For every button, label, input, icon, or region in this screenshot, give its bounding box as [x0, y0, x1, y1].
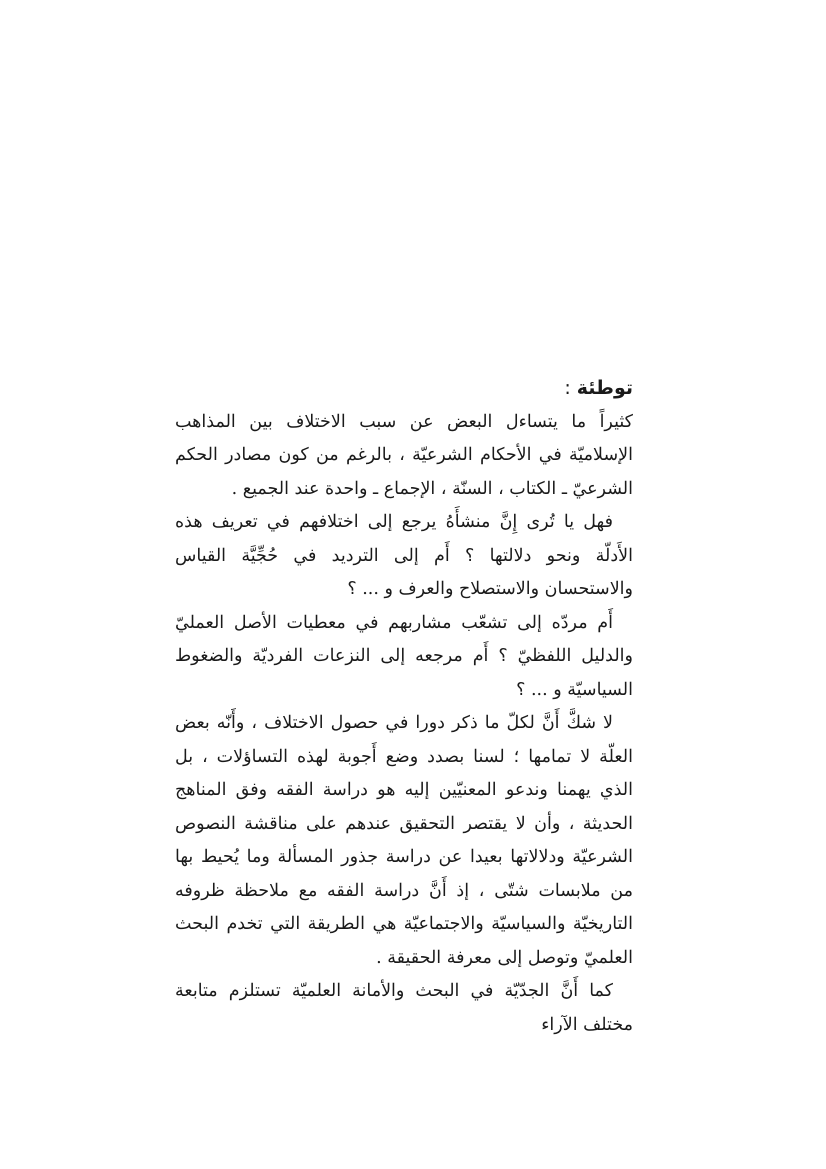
paragraph-1: كثيراً ما يتساءل البعض عن سبب الاختلاف بين المذاهب الإسلاميّة في الأحكام الشرعيّة ، بالرغم من كون مصادر الحكم الشرعيّ ـ الكتاب ، السنّة ، الإجماع ـ واحدة عند الجميع . — [175, 411, 633, 499]
paragraph-3: أَم مردّه إلى تشعّب مشاربهم في معطيات الأصل العمليّ والدليل اللفظيّ ؟ أَم مرجعه إلى النزعات الفرديّة والضغوط السياسيّة و ... ؟ — [175, 612, 633, 700]
paragraph-5: كما أَنَّ الجدّيّة في البحث والأمانة العلميّة تستلزم متابعة مختلف الآراء — [175, 981, 633, 1035]
paragraph-2: فهل يا تُرى إِنَّ منشأَهُ يرجع إلى اختلافهم في تعريف هذه الأَدلّة ونحو دلالتها ؟ أَم إلى الترديد في حُجِّيَّة القياس والاستحسان والاستصلاح والعرف و ... ؟ — [175, 512, 633, 599]
text-body — [175, 372, 633, 1042]
paragraph-4: لا شكَّ أَنَّ لكلّ ما ذكر دورا في حصول الاختلاف ، وأَنّه بعض العلّة لا تمامها ؛ لسنا بصدد وضع أَجوبة لهذه التساؤلات ، بل الذي يهمنا وندعو المعنيّين إليه هو دراسة الفقه وفق المناهج الحديثة ، وأن لا يقتصر التحقيق عندهم على مناقشة النصوص الشرعيّة ودلالاتها بعيدا عن دراسة جذور المسألة وما يُحيط بها من ملابسات شتّى ، إذ أَنَّ دراسة الفقه مع ملاحظة ظروفه التاريخيّة والسياسيّة والاجتماعيّة هي الطريقة التي تخدم البحث العلميّ وتوصل إلى معرفة الحقيقة . — [175, 713, 633, 968]
heading-title: توطئة — [576, 377, 633, 399]
section-heading — [175, 372, 633, 406]
heading-colon: : — [564, 377, 577, 399]
